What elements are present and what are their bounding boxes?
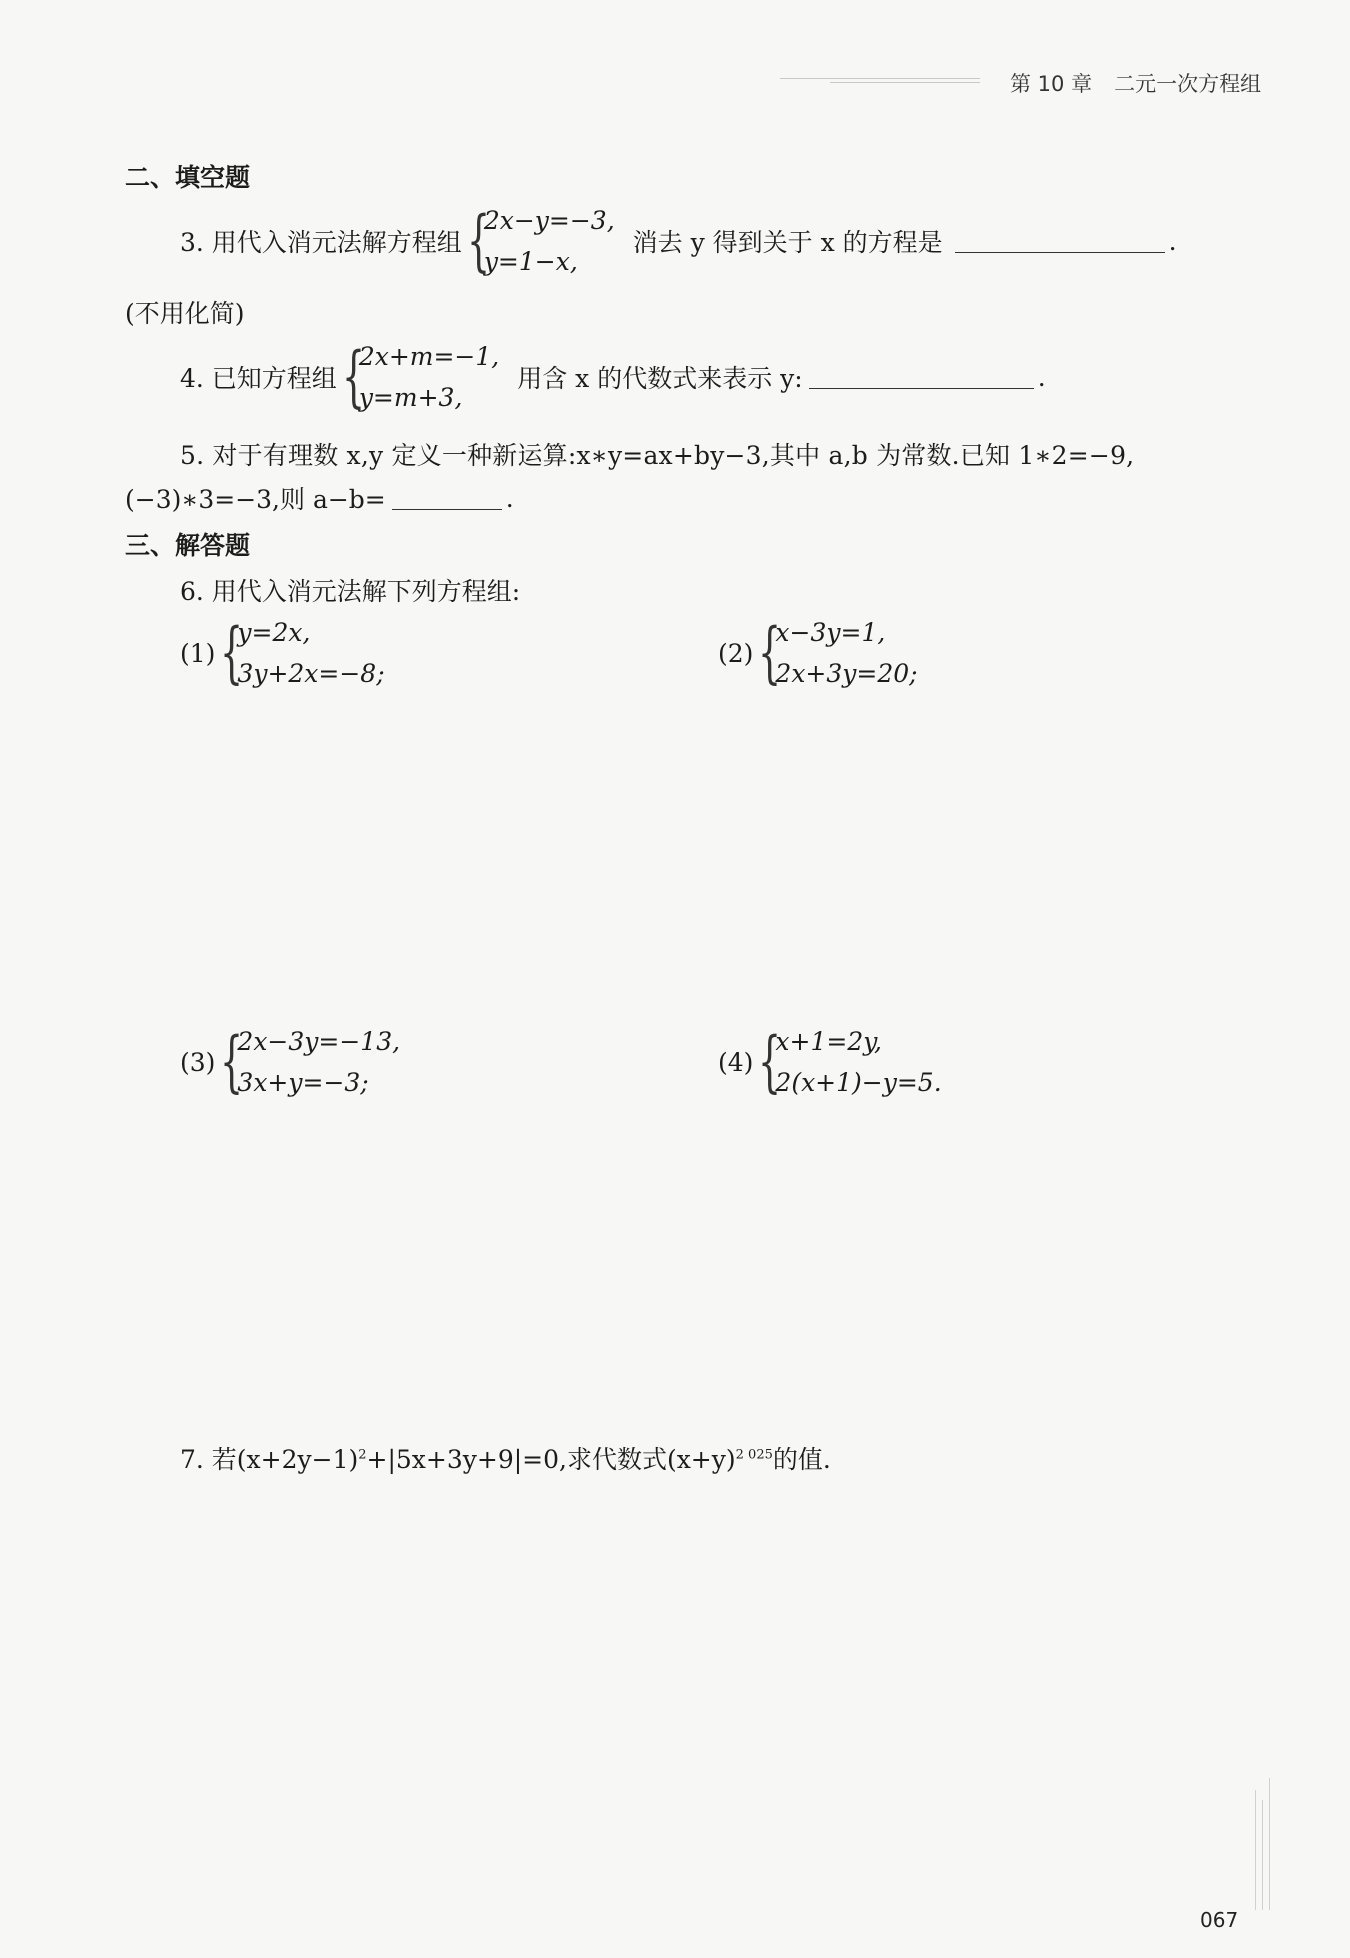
page-header [780, 68, 1260, 98]
header-text [1010, 68, 1261, 98]
page-number: 067 [1200, 1908, 1239, 1932]
q6-part-label: (1) [180, 638, 216, 668]
q6-part-system [237, 618, 384, 688]
q3-eq1: 2x−y=−3, [483, 206, 615, 235]
q7-suffix: 的值. [772, 1445, 831, 1474]
brace-icon: { [220, 614, 244, 691]
q4-prefix: 4. 已知方程组 [180, 364, 337, 393]
brace-icon: { [758, 1023, 782, 1100]
q6-part-label: (2) [718, 638, 754, 668]
q5-line2-prefix: (−3)∗3=−3,则 a−b= [125, 485, 386, 514]
q5-line-2 [125, 480, 514, 516]
q7-exponent-1: 2 [358, 1447, 367, 1463]
q6-part-1 [180, 614, 385, 691]
q6-part-label: (3) [180, 1047, 216, 1077]
question-4 [180, 338, 1046, 415]
brace-icon: { [341, 338, 365, 415]
page-edge-mark [1262, 1800, 1263, 1910]
q6-title: 6. 用代入消元法解下列方程组: [180, 577, 521, 606]
q5-line-1: 5. 对于有理数 x,y 定义一种新运算:x∗y=ax+by−3,其中 a,b 为常数.已知 1∗2=−9, [180, 441, 1135, 470]
q6-part-4 [718, 1023, 942, 1100]
q6-part-system [775, 618, 917, 688]
brace-icon: { [220, 1023, 244, 1100]
brace-icon: { [466, 202, 490, 279]
q6-part-eq2: 2(x+1)−y=5. [775, 1068, 942, 1097]
q6-part-system [775, 1027, 941, 1097]
section-title-solutions: 三、解答题 [125, 531, 251, 560]
q4-suffix: 用含 x 的代数式来表示 y: [517, 364, 803, 393]
q6-part-3 [180, 1023, 401, 1100]
q3-prefix: 3. 用代入消元法解方程组 [180, 228, 462, 257]
q4-system [359, 342, 499, 412]
q4-eq2: y=m+3, [358, 383, 463, 412]
q6-part-2 [718, 614, 918, 691]
page-edge-mark [1255, 1790, 1256, 1910]
q6-part-system [237, 1027, 400, 1097]
q3-end: . [1168, 226, 1177, 256]
q7-middle: +|5x+3y+9|=0,求代数式(x+y) [366, 1445, 736, 1474]
q6-part-eq2: 2x+3y=20; [775, 659, 918, 688]
chapter-label: 第 10 章 [1010, 72, 1093, 96]
question-3 [180, 202, 1177, 279]
header-rule [780, 78, 980, 79]
q3-suffix: 消去 y 得到关于 x 的方程是 [632, 228, 943, 257]
q5-answer-blank[interactable] [392, 487, 502, 510]
q6-part-eq2: 3y+2x=−8; [237, 659, 385, 688]
q4-end: . [1037, 362, 1046, 392]
q4-answer-blank[interactable] [809, 366, 1034, 389]
q6-part-eq1: y=2x, [237, 618, 311, 647]
q7-prefix: 7. 若(x+2y−1) [180, 1445, 359, 1474]
q6-part-eq2: 3x+y=−3; [237, 1068, 369, 1097]
q5-end: . [505, 483, 514, 513]
page-edge-mark [1269, 1778, 1270, 1910]
q6-part-eq1: 2x−3y=−13, [237, 1027, 401, 1056]
q6-part-label: (4) [718, 1047, 754, 1077]
q3-answer-blank[interactable] [955, 230, 1165, 253]
q3-eq2: y=1−x, [483, 247, 578, 276]
q7-exponent-2: 2 025 [735, 1447, 773, 1463]
question-7 [180, 1440, 831, 1476]
brace-icon: { [758, 614, 782, 691]
header-rule [830, 82, 980, 83]
q4-eq1: 2x+m=−1, [358, 342, 500, 371]
section-title-fill-in: 二、填空题 [125, 163, 251, 192]
q3-note: (不用化简) [125, 299, 245, 328]
q6-part-eq1: x−3y=1, [775, 618, 886, 647]
chapter-title: 二元一次方程组 [1114, 72, 1262, 96]
q6-part-eq1: x+1=2y, [775, 1027, 882, 1056]
q3-system [484, 206, 615, 276]
